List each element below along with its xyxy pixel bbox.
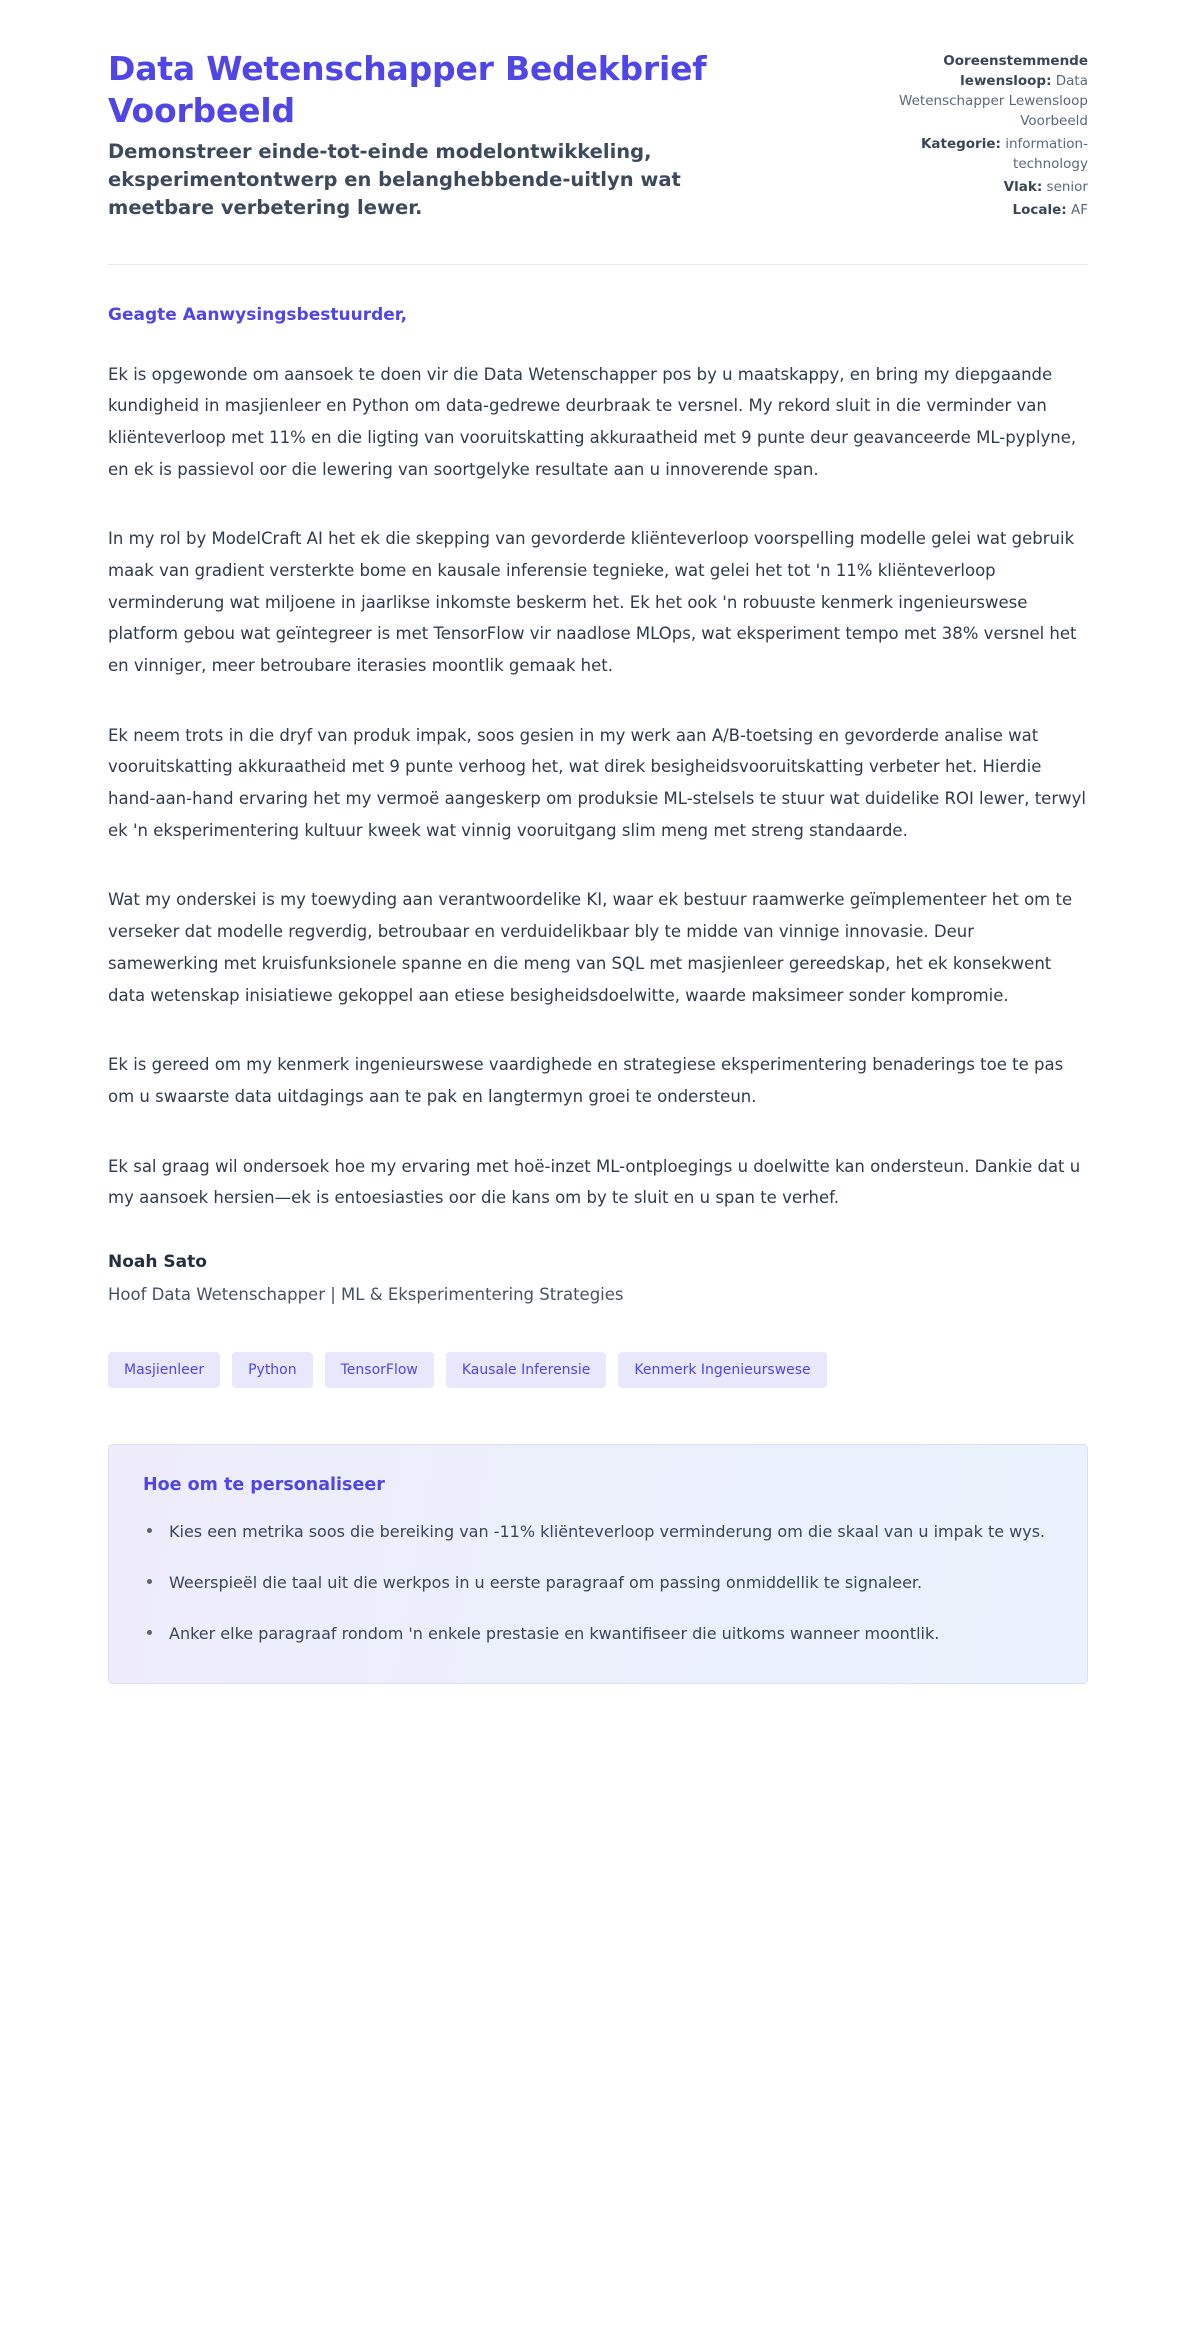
metadata-row-locale — [853, 201, 1088, 221]
letter-paragraph-1: Ek is opgewonde om aansoek te doen vir die Data Wetenschapper pos by u maatskappy, en bring my diepgaande kundigheid in masjienleer en Python om data-gedrewe deurbraak te versnel. My rekord sluit in die verminder van kliënteverloop met 11% en die ligting van vooruitskatting akkuraatheid met 9 punte deur geavanceerde ML-pyplyne, en ek is passievol oor die lewering van soortgelyke resultate aan u innoverende span. — [108, 364, 1077, 479]
list-item — [143, 1517, 1053, 1546]
callout-tip-text: Weerspieël die taal uit die werkpos in u eerste paragraaf om passing onmiddellik te signaleer. — [169, 1573, 923, 1593]
list-item — [143, 1568, 1053, 1597]
skill-tag[interactable]: Kenmerk Ingenieurswese — [618, 1352, 826, 1388]
skill-tag[interactable]: Kausale Inferensie — [446, 1352, 607, 1388]
metadata-value-locale: AF — [1070, 201, 1088, 218]
letter-paragraph-2: In my rol by ModelCraft AI het ek die skepping van gevorderde kliënteverloop voorspelling modelle gelei wat gebruik maak van gradient versterkte bome en kausale inferensie tegnieke, wat gelei het tot 'n 11% kliënteverloop verminderung wat miljoene in jaarlikse inkomste beskerm het. Ek het ook 'n robuuste kenmerk ingenieurswese platform gebou wat geïntegreer is met TensorFlow vir naadlose MLOps, wat eksperiment tempo met 38% versnel het en vinniger, meer betroubare iterasies moontlik gemaak het. — [108, 529, 1077, 676]
page-subtitle: Demonstreer einde-tot-einde modelontwikkeling, eksperimentontwerp en belanghebbende-uitlyn wat meetbare verbetering lewer. — [108, 140, 681, 219]
bullet-icon — [147, 1528, 152, 1533]
metadata-row-category — [853, 135, 1088, 175]
skill-tag[interactable]: TensorFlow — [325, 1352, 434, 1388]
metadata-value-level: senior — [1046, 178, 1088, 195]
page-title: Data Wetenschapper Bedekbrief Voorbeeld — [108, 49, 707, 131]
callout-tip-text: Kies een metrika soos die bereiking van -11% kliënteverloop verminderung om die skaal van u impak te wys. — [169, 1522, 1046, 1542]
signature-role: Hoof Data Wetenschapper | ML & Eksperimentering Strategies — [108, 1284, 624, 1304]
metadata-key-level: Vlak: — [1003, 178, 1043, 195]
metadata-key-category: Kategorie: — [920, 135, 1001, 152]
callout-tip-text: Anker elke paragraaf rondom 'n enkele prestasie en kwantifiseer die uitkoms wanneer moontlik. — [169, 1624, 940, 1644]
letter-paragraph-6: Ek sal graag wil ondersoek hoe my ervaring met hoë-inzet ML-ontploegings u doelwitte kan ondersteun. Dankie dat u my aansoek hersien—ek is entoesiasties oor die kans om by te sluit en u span te verhef. — [108, 1156, 1081, 1208]
letter-salutation: Geagte Aanwysingsbestuurder, — [108, 304, 408, 325]
skill-tag[interactable]: Masjienleer — [108, 1352, 220, 1388]
metadata-panel — [853, 48, 1088, 224]
letter-paragraph-4: Wat my onderskei is my toewyding aan verantwoordelike KI, waar ek bestuur raamwerke geïmplementeer het om te verseker dat modelle regverdig, betroubaar en verduidelikbaar bly te midde van vinnige innovasie. Deur samewerking met kruisfunksionele spanne en die meng van SQL met masjienleer gereedskap, het ek konsekwent data wetenskap inisiatiewe gekoppel aan etiese besigheidsdoelwitte, waarde maksimeer sonder kompromie. — [108, 890, 1073, 1005]
signature-block — [108, 1252, 1088, 1308]
letter-body — [108, 265, 1088, 1684]
bullet-icon — [147, 1630, 152, 1635]
skill-tag-list — [108, 1352, 1088, 1388]
letter-paragraph-3: Ek neem trots in die dryf van produk impak, soos gesien in my werk aan A/B-toetsing en gevorderde analise wat vooruitskatting akkuraatheid met 9 punte verhoog het, wat direk besigheidsvooruitskatting verbeter het. Hierdie hand-aan-hand ervaring het my vermoë aangeskerp om produksie ML-stelsels te stuur wat duidelike ROI lewer, terwyl ek 'n eksperimentering kultuur kweek wat vinnig vooruitgang slim meng met streng standaarde. — [108, 725, 1086, 840]
metadata-value-matching-resume: Data Wetenschapper Lewensloop Voorbeeld — [899, 72, 1088, 129]
metadata-key-locale: Locale: — [1012, 201, 1067, 218]
header-title-block — [108, 48, 748, 222]
signature-name: Noah Sato — [108, 1251, 207, 1272]
document-header — [108, 48, 1088, 224]
metadata-key-matching-resume: Ooreenstemmende lewensloop: — [943, 53, 1088, 89]
metadata-row-matching-resume — [853, 52, 1088, 132]
list-item — [143, 1619, 1053, 1648]
callout-tip-list — [143, 1517, 1053, 1648]
metadata-row-level — [853, 178, 1088, 198]
metadata-value-category: information-technology — [1005, 135, 1088, 172]
skill-tag[interactable]: Python — [232, 1352, 313, 1388]
callout-title: Hoe om te personaliseer — [143, 1475, 385, 1496]
bullet-icon — [147, 1579, 152, 1584]
letter-paragraph-5: Ek is gereed om my kenmerk ingenieurswese vaardighede en strategiese eksperimentering benaderings toe te pas om u swaarste data uitdagings aan te pak en langtermyn groei te ondersteun. — [108, 1055, 1064, 1106]
personalization-callout — [108, 1444, 1088, 1683]
